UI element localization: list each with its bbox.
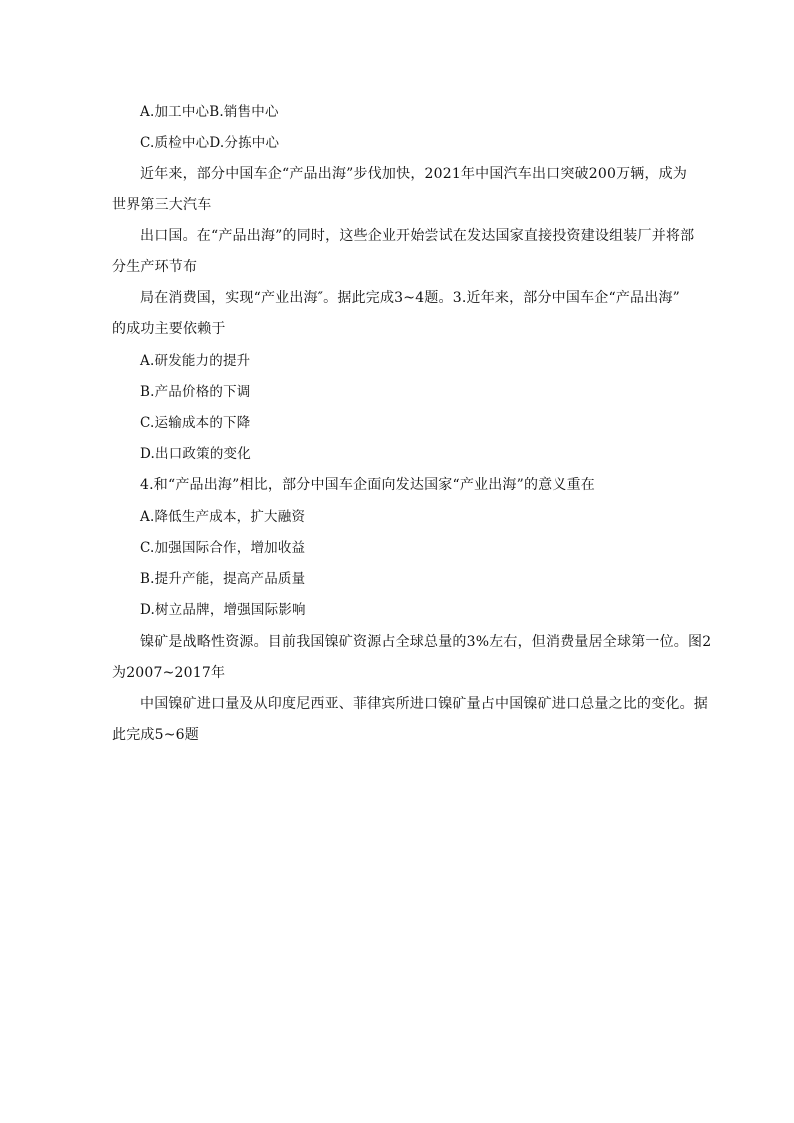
option-b: B.产品价格的下调 — [140, 384, 251, 400]
paragraph-line: 此完成5~6题 — [112, 727, 199, 743]
option-d: D.出口政策的变化 — [140, 446, 251, 462]
option-c: C.加强国际合作，增加收益 — [140, 540, 306, 556]
option-d: D.树立品牌，增强国际影响 — [140, 602, 306, 618]
option-a: A.研发能力的提升 — [140, 353, 251, 369]
paragraph-line: 分生产环节布 — [112, 259, 198, 275]
paragraph-line: 镍矿是战略性资源。目前我国镍矿资源占全球总量的3%左右，但消费量居全球第一位。图2 — [140, 634, 712, 650]
question-stem-line: 的成功主要依赖于 — [112, 321, 226, 337]
paragraph-line: 近年来，部分中国车企“产品出海”步伐加快，2021年中国汽车出口突破200万辆，成为 — [140, 166, 688, 182]
option-line-c-d: C.质检中心D.分拣中心 — [140, 135, 280, 151]
option-a: A.降低生产成本，扩大融资 — [140, 509, 306, 525]
paragraph-line: 局在消费国，实现“产业出海″。据此完成3~4题。3.近年来，部分中国车企“产品出海” — [140, 290, 681, 306]
option-b: B.提升产能，提高产品质量 — [140, 571, 306, 587]
paragraph-line: 世界第三大汽车 — [112, 197, 212, 213]
paragraph-line: 出口国。在“产品出海”的同时，这些企业开始尝试在发达国家直接投资建设组装厂并将部 — [140, 228, 695, 244]
option-line-a-b: A.加工中心B.销售中心 — [140, 104, 279, 120]
option-c: C.运输成本的下降 — [140, 415, 251, 431]
question-4-stem: 4.和“产品出海”相比，部分中国车企面向发达国家“产业出海”的意义重在 — [140, 477, 595, 493]
paragraph-line: 中国镍矿进口量及从印度尼西亚、菲律宾所进口镍矿量占中国镍矿进口总量之比的变化。据 — [140, 696, 708, 712]
paragraph-line: 为2007~2017年 — [112, 665, 226, 681]
